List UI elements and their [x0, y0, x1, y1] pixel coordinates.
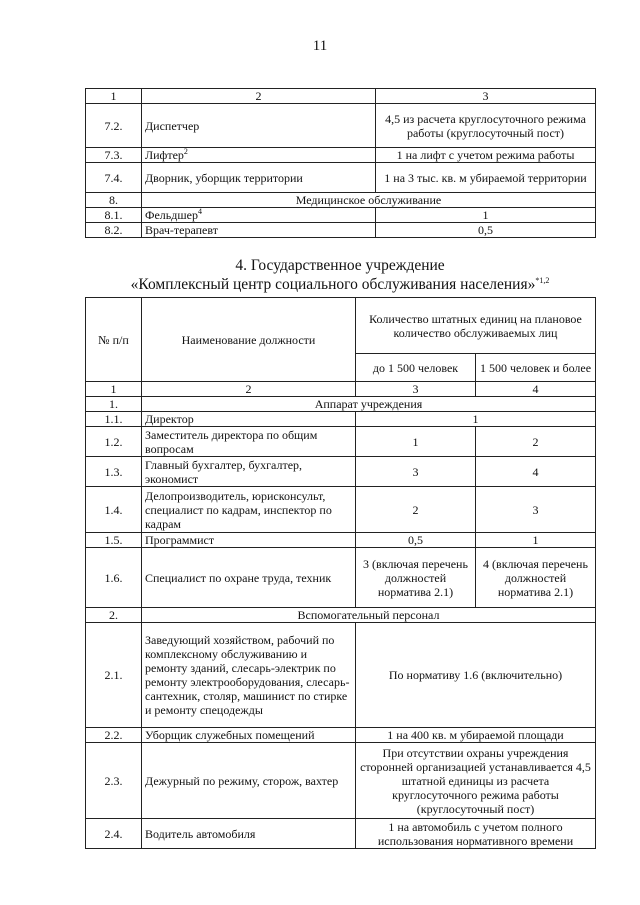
row-number: 1.3.	[86, 457, 142, 487]
position-name: Делопроизводитель, юрисконсульт, специалист по кадрам, инспектор по кадрам	[142, 487, 356, 533]
table-row	[86, 208, 596, 223]
section-row	[86, 397, 596, 412]
row-number: 2.1.	[86, 623, 142, 728]
section-row	[86, 193, 596, 208]
table-row	[86, 223, 596, 238]
row-number: 1.	[86, 397, 142, 412]
position-name: Директор	[142, 412, 356, 427]
row-number: 8.	[86, 193, 142, 208]
staff-norm: 1 на 3 тыс. кв. м убираемой территории	[376, 163, 596, 193]
footnote-marks: *1,2	[535, 275, 550, 285]
row-number: 7.3.	[86, 148, 142, 163]
footnote-mark: 2	[183, 147, 188, 156]
table-row	[86, 163, 596, 193]
position-name: Программист	[142, 533, 356, 548]
position-name-text: Фельдшер	[145, 208, 198, 222]
position-name: Врач-терапевт	[142, 223, 376, 238]
table-row	[86, 457, 596, 487]
position-name-text: Лифтер	[145, 148, 184, 162]
section-row	[86, 608, 596, 623]
staff-norm: 1 на автомобиль с учетом полного использования нормативного времени	[356, 819, 596, 849]
table-row	[86, 533, 596, 548]
table-row	[86, 623, 596, 728]
column-index: 3	[376, 89, 596, 104]
row-number: 1.5.	[86, 533, 142, 548]
section-heading	[85, 256, 595, 294]
position-name: Диспетчер	[142, 104, 376, 148]
section-title: Аппарат учреждения	[142, 397, 596, 412]
row-number: 1.2.	[86, 427, 142, 457]
staff-norm: 1 на 400 кв. м убираемой площади	[356, 728, 596, 743]
column-header-position: Наименование должности	[142, 298, 356, 382]
staff-norm: По нормативу 1.6 (включительно)	[356, 623, 596, 728]
position-name: Главный бухгалтер, бухгалтер, экономист	[142, 457, 356, 487]
table-index-row	[86, 382, 596, 397]
position-name	[142, 208, 376, 223]
row-number: 7.2.	[86, 104, 142, 148]
column-header-count: Количество штатных единиц на плановое количество обслуживаемых лиц	[356, 298, 596, 354]
staff-table	[85, 297, 596, 849]
row-number: 2.2.	[86, 728, 142, 743]
staff-norm: 4,5 из расчета круглосуточного режима работы (круглосуточный пост)	[376, 104, 596, 148]
staff-count-under-1500: 3	[356, 457, 476, 487]
heading-line	[85, 275, 595, 294]
staff-count-1500-plus: 2	[476, 427, 596, 457]
staff-count-1500-plus: 4 (включая перечень должностей норматива 2.1)	[476, 548, 596, 608]
position-name: Заместитель директора по общим вопросам	[142, 427, 356, 457]
table-row	[86, 548, 596, 608]
staff-norm: При отсутствии охраны учреждения сторонней организацией устанавливается 4,5 штатной единицы из расчета круглосуточного режима работы (круглосуточный пост)	[356, 743, 596, 819]
position-name: Дворник, уборщик территории	[142, 163, 376, 193]
staff-count-under-1500: 3 (включая перечень должностей норматива 2.1)	[356, 548, 476, 608]
column-index: 1	[86, 382, 142, 397]
heading-text: «Комплексный центр социального обслуживания населения»	[130, 276, 536, 293]
table-row	[86, 104, 596, 148]
table-header-row	[86, 89, 596, 104]
heading-line: 4. Государственное учреждение	[235, 257, 445, 274]
section-title: Медицинское обслуживание	[142, 193, 596, 208]
column-index: 1	[86, 89, 142, 104]
column-header-1500-plus: 1 500 человек и более	[476, 354, 596, 382]
staff-norm: 1	[356, 412, 596, 427]
staff-table-continued	[85, 88, 596, 238]
column-index: 3	[356, 382, 476, 397]
table-row	[86, 819, 596, 849]
table-row	[86, 743, 596, 819]
position-name: Дежурный по режиму, сторож, вахтер	[142, 743, 356, 819]
position-name: Заведующий хозяйством, рабочий по комплексному обслуживанию и ремонту зданий, слесарь-электрик по ремонту электрооборудования, слесарь-сантехник, столяр, машинист по стирке и ремонту спецодежды	[142, 623, 356, 728]
column-index: 2	[142, 382, 356, 397]
row-number: 1.1.	[86, 412, 142, 427]
position-name: Уборщик служебных помещений	[142, 728, 356, 743]
position-name	[142, 148, 376, 163]
column-header-number: № п/п	[86, 298, 142, 382]
staff-count-1500-plus: 4	[476, 457, 596, 487]
staff-count-1500-plus: 3	[476, 487, 596, 533]
table-row	[86, 728, 596, 743]
position-name: Специалист по охране труда, техник	[142, 548, 356, 608]
staff-count-1500-plus: 1	[476, 533, 596, 548]
staff-norm: 1 на лифт с учетом режима работы	[376, 148, 596, 163]
footnote-mark: 4	[197, 207, 202, 216]
position-name: Водитель автомобиля	[142, 819, 356, 849]
staff-count-under-1500: 1	[356, 427, 476, 457]
row-number: 2.3.	[86, 743, 142, 819]
page-number: 11	[312, 38, 328, 54]
row-number: 1.4.	[86, 487, 142, 533]
row-number: 2.	[86, 608, 142, 623]
row-number: 8.2.	[86, 223, 142, 238]
table-header-row	[86, 298, 596, 354]
table-row	[86, 412, 596, 427]
column-index: 4	[476, 382, 596, 397]
staff-norm: 0,5	[376, 223, 596, 238]
table-row	[86, 427, 596, 457]
table-row	[86, 487, 596, 533]
table-row	[86, 148, 596, 163]
row-number: 8.1.	[86, 208, 142, 223]
section-title: Вспомогательный персонал	[142, 608, 596, 623]
staff-norm: 1	[376, 208, 596, 223]
row-number: 7.4.	[86, 163, 142, 193]
column-header-under-1500: до 1 500 человек	[356, 354, 476, 382]
staff-count-under-1500: 2	[356, 487, 476, 533]
staff-count-under-1500: 0,5	[356, 533, 476, 548]
row-number: 2.4.	[86, 819, 142, 849]
row-number: 1.6.	[86, 548, 142, 608]
column-index: 2	[142, 89, 376, 104]
